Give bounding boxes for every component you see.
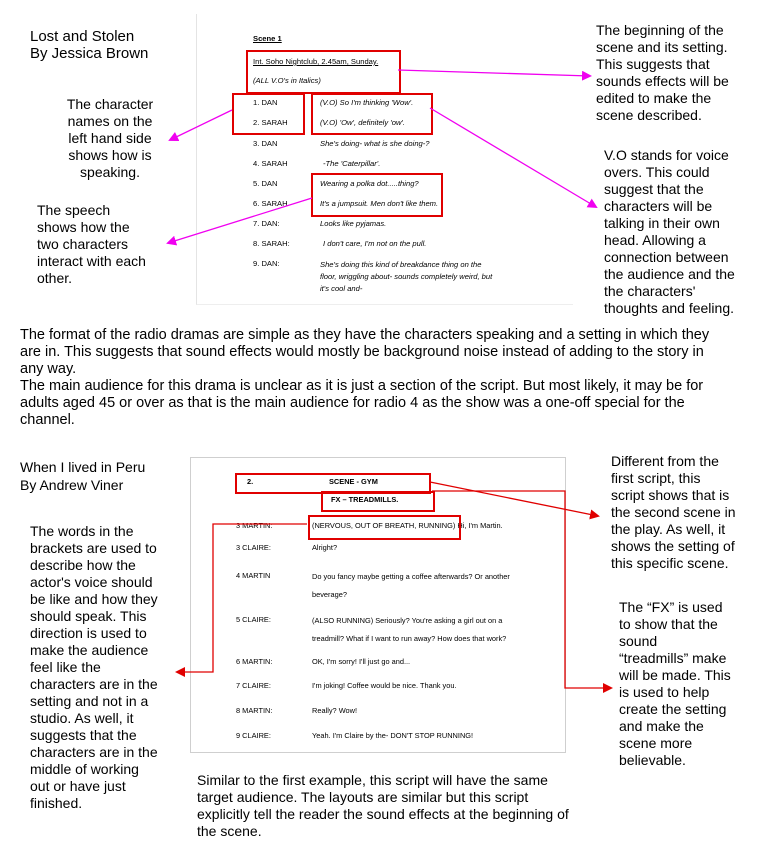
scene-label: SCENE - GYM (329, 477, 378, 486)
note-fx: The “FX” is used to show that the sound “treadmills” make will be made. This is used to help create the setting and make the scene more believable. (619, 599, 731, 768)
line-speaker: 6. SARAH (253, 199, 288, 208)
fx-label: FX – TREADMILLS. (331, 495, 399, 504)
section1-title: Lost and Stolen (30, 28, 135, 45)
line-text: Yeah. I'm Claire by the- DON'T STOP RUNNING! (312, 731, 474, 740)
line-speaker: 9 CLAIRE: (236, 731, 271, 740)
line-text: I'm joking! Coffee would be nice. Thank you. (312, 681, 457, 690)
note-different: Different from the first script, this script shows that is the second scene in the play. As well, it shows the setting of this specific scene. (611, 453, 736, 571)
line-text: (ALSO RUNNING) Seriously? You're asking a girl out on a treadmill? What if I want to run away? How does that work? (312, 616, 507, 643)
line-speaker: 4. SARAH (253, 159, 288, 168)
line-speaker: 5 CLAIRE: (236, 615, 271, 624)
note-speech: The speech shows how the two characters interact with each other. (37, 202, 146, 286)
paragraph-analysis: The format of the radio dramas are simple as they have the characters speaking and a setting in which they are in. This suggests that sound effects would mostly be background noise instead of adding to the story in any way. The main audience for this drama is unclear as it is just a section of the script. But most likely, it may be for adults aged 45 or over as that is the main audience for radio 4 as the show was a one-off special for the channel. (20, 327, 710, 428)
section2-author: By Andrew Viner (20, 477, 124, 493)
line-speaker: 3 CLAIRE: (236, 543, 271, 552)
arrow-fx (432, 491, 611, 688)
arrow-setting (398, 70, 590, 76)
line-speaker: 3 MARTIN: (236, 521, 273, 530)
section2-title: When I lived in Peru (20, 459, 146, 475)
vo-note: (ALL V.O's in Italics) (253, 76, 321, 85)
scene-setting: Int. Soho Nightclub, 2.45am, Sunday. (253, 57, 379, 66)
note-vo: V.O stands for voice overs. This could suggest that the characters will be talking in their own head. Allowing a connection between the audience and the the characters' thoughts and feeling. (604, 147, 735, 316)
line-text: Alright? (312, 543, 338, 552)
line-text: It's a jumpsuit. Men don't like them. (320, 199, 439, 208)
line-speaker: 8. SARAH: (253, 239, 290, 248)
line-text: (V.O) So I'm thinking 'Wow'. (320, 98, 414, 107)
line-speaker: 7 CLAIRE: (236, 681, 271, 690)
line-text: OK, I'm sorry! I'll just go and... (312, 657, 411, 666)
arrow-character-names (170, 110, 232, 140)
arrow-vo (430, 108, 596, 207)
note-brackets: The words in the brackets are used to describe how the actor's voice should be like and how they should speak. This direction is used to make the audience feel like the characters are in the setting and not in a studio. As well, it suggests that the characters are in the middle of working out or have just finished. (30, 523, 158, 811)
line-speaker: 7. DAN: (253, 219, 280, 228)
line-text: She's doing this kind of breakdance thing on the floor, wriggling about- sounds completely weird, but it's cool and- (320, 260, 493, 293)
line-text: Do you fancy maybe getting a coffee afterwards? Or another beverage? (312, 572, 510, 599)
line-text: She's doing- what is she doing-? (320, 139, 430, 148)
line-speaker: 4 MARTIN (236, 571, 271, 580)
note-beginning: The beginning of the scene and its setting. This suggests that sounds effects will be edited to make the scene described. (596, 22, 729, 123)
note-similar: Similar to the first example, this script will have the same target audience. The layouts are similar but this script explicitly tell the reader the sound effects at the beginning of the scene. (197, 772, 569, 839)
line-text: I don't care, I'm not on the pull. (323, 239, 427, 248)
arrow-speech (168, 198, 312, 243)
line-speaker: 5. DAN (253, 179, 278, 188)
line-text: Looks like pyjamas. (320, 219, 387, 228)
arrow-scene (430, 482, 598, 516)
line-speaker: 3. DAN (253, 139, 278, 148)
stage-direction: (NERVOUS, OUT OF BREATH, RUNNING) (312, 521, 456, 530)
note-character-names: The character names on the left hand side shows how is speaking. (66, 96, 154, 180)
line-speaker: 6 MARTIN: (236, 657, 273, 666)
scene-number: 2. (247, 477, 254, 486)
line-text-rest: Hi, I'm Martin. (455, 521, 503, 530)
line-speaker: 8 MARTIN: (236, 706, 273, 715)
line-text: Really? Wow! (312, 706, 358, 715)
line-speaker: 1. DAN (253, 98, 278, 107)
scene-heading: Scene 1 (253, 34, 282, 43)
line-speaker: 2. SARAH (253, 118, 288, 127)
line-text: -The 'Caterpillar'. (323, 159, 381, 168)
line-text: Wearing a polka dot.....thing? (320, 179, 419, 188)
arrow-brackets (177, 524, 307, 672)
line-text: (V.O) 'Ow', definitely 'ow'. (320, 118, 405, 127)
line-speaker: 9. DAN: (253, 259, 280, 268)
section1-author: By Jessica Brown (30, 45, 149, 62)
